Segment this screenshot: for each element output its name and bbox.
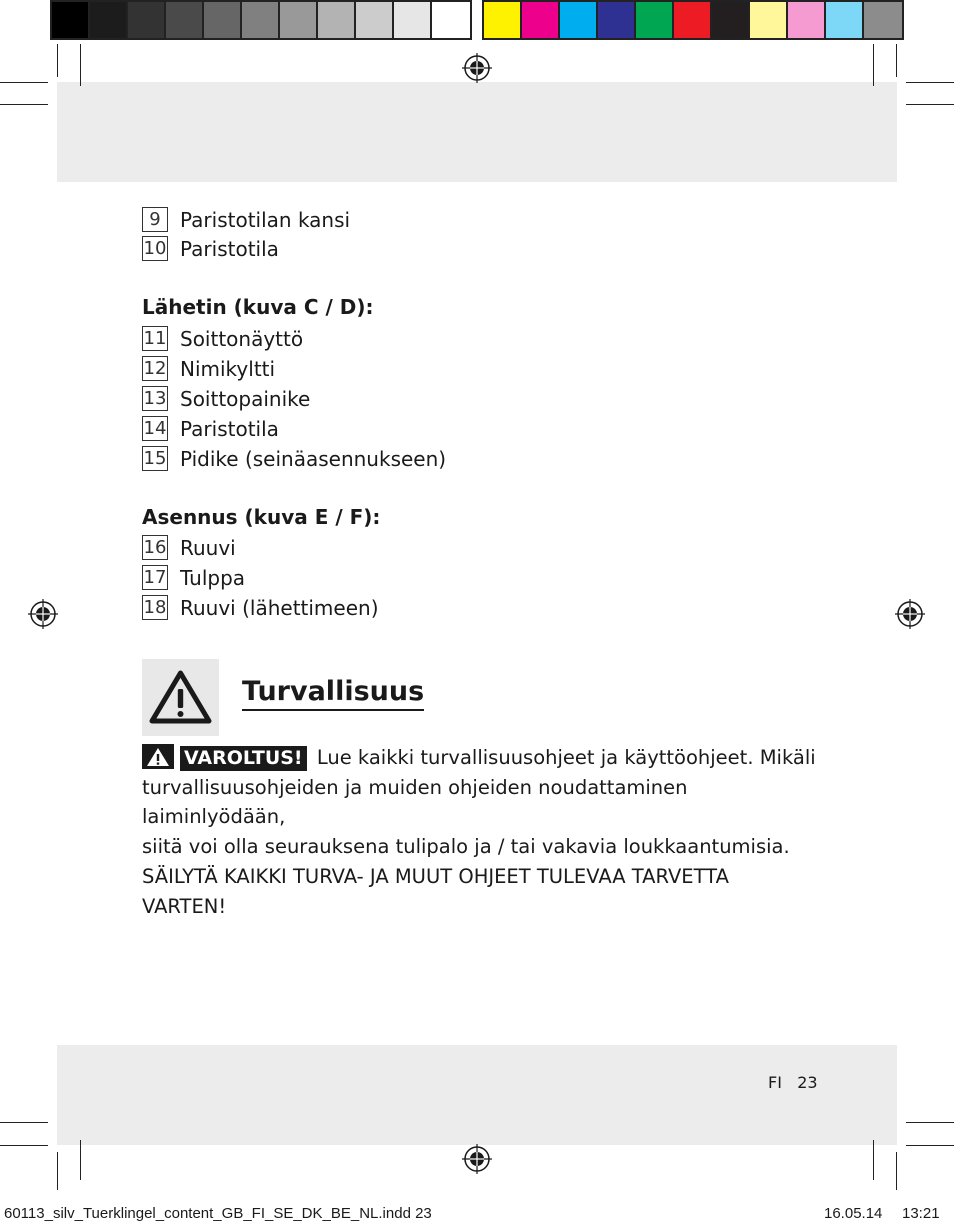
list-item <box>142 206 350 233</box>
item-label: Ruuvi (lähettimeen) <box>180 595 379 620</box>
crop-mark <box>896 44 897 77</box>
item-label: Soittonäyttö <box>180 326 304 351</box>
swatch <box>280 2 318 38</box>
crop-mark <box>873 44 874 86</box>
swatch <box>522 2 560 38</box>
item-number: 13 <box>143 388 167 409</box>
page-number: 23 <box>797 1073 818 1092</box>
list-item <box>142 325 303 352</box>
warning-label: VAROLTUS! <box>180 746 307 771</box>
item-number: 10 <box>143 238 167 259</box>
list-item <box>142 385 310 412</box>
item-label: Paristotila <box>180 416 279 441</box>
crop-mark <box>896 1152 897 1190</box>
swatch <box>598 2 636 38</box>
transmitter-heading: Lähetin (kuva C / D): <box>142 295 374 319</box>
registration-mark-icon <box>462 53 492 83</box>
swatch <box>166 2 204 38</box>
warning-small-icon <box>142 744 174 769</box>
swatch <box>826 2 864 38</box>
language-code: FI <box>768 1073 782 1092</box>
crop-mark <box>906 1122 954 1123</box>
crop-mark <box>873 1140 874 1180</box>
registration-mark-icon <box>28 599 58 629</box>
warning-text: Lue kaikki turvallisuusohjeet ja käyttöohjeet. Mikäli <box>316 746 816 769</box>
swatch <box>712 2 750 38</box>
safety-icon-box <box>142 659 219 736</box>
swatch <box>204 2 242 38</box>
item-label: Tulppa <box>180 565 246 590</box>
item-label: Nimikyltti <box>180 356 276 381</box>
swatch <box>750 2 788 38</box>
slug-date: 16.05.14 <box>824 1205 883 1222</box>
crop-mark <box>0 82 48 83</box>
warning-line: turvallisuusohjeiden ja muiden ohjeiden noudattaminen laiminlyödään, <box>142 775 688 828</box>
swatch <box>674 2 712 38</box>
swatch <box>356 2 394 38</box>
crop-mark <box>0 104 48 105</box>
warning-paragraph <box>142 743 832 861</box>
warning-triangle-icon <box>142 659 219 736</box>
list-item <box>142 235 279 262</box>
crop-mark <box>57 44 58 77</box>
item-number: 17 <box>143 567 167 588</box>
greyscale-color-bar <box>50 0 472 40</box>
slug-file: 60113_silv_Tuerklingel_content_GB_FI_SE_DK_BE_NL.indd 23 <box>4 1205 432 1222</box>
list-item <box>142 534 236 561</box>
swatch <box>90 2 128 38</box>
slug-time: 13:21 <box>902 1205 940 1222</box>
swatch <box>242 2 280 38</box>
keep-line: SÄILYTÄ KAIKKI TURVA- JA MUUT OHJEET TULEVAA TARVETTA <box>142 865 729 888</box>
keep-line: VARTEN! <box>142 894 227 918</box>
item-label: Paristotilan kansi <box>180 207 351 232</box>
item-label: Pidike (seinäasennukseen) <box>180 446 447 471</box>
item-number: 18 <box>143 597 167 618</box>
list-item <box>142 445 446 472</box>
swatch <box>484 2 522 38</box>
item-label: Soittopainike <box>180 386 311 411</box>
registration-mark-icon <box>462 1144 492 1174</box>
swatch <box>128 2 166 38</box>
item-label: Paristotila <box>180 236 279 261</box>
list-item <box>142 355 275 382</box>
item-number: 12 <box>143 358 167 379</box>
warning-line <box>142 743 832 773</box>
item-number: 11 <box>143 328 167 349</box>
crop-mark <box>906 82 954 83</box>
crop-mark <box>906 104 954 105</box>
process-color-bar <box>482 0 904 40</box>
swatch <box>394 2 432 38</box>
crop-mark <box>80 1140 81 1180</box>
warning-line: siitä voi olla seurauksena tulipalo ja / tai vakavia loukkaantumisia. <box>142 834 790 858</box>
swatch <box>52 2 90 38</box>
list-item <box>142 594 379 621</box>
crop-mark <box>0 1145 48 1146</box>
header-panel <box>57 82 897 182</box>
list-item <box>142 564 245 591</box>
swatch <box>318 2 356 38</box>
item-number: 14 <box>143 418 167 439</box>
swatch <box>560 2 598 38</box>
crop-mark <box>57 1152 58 1190</box>
registration-mark-icon <box>895 599 925 629</box>
section-title: Turvallisuus <box>242 676 424 711</box>
swatch <box>636 2 674 38</box>
swatch <box>432 2 470 38</box>
list-item <box>142 415 279 442</box>
keep-instructions <box>142 862 832 921</box>
page-footer <box>768 1073 818 1092</box>
crop-mark <box>906 1145 954 1146</box>
item-label: Ruuvi <box>180 535 236 560</box>
item-number: 9 <box>142 207 168 232</box>
crop-mark <box>0 1122 48 1123</box>
crop-mark <box>80 44 81 86</box>
swatch <box>864 2 902 38</box>
swatch <box>788 2 826 38</box>
installation-heading: Asennus (kuva E / F): <box>142 505 381 529</box>
footer-panel <box>57 1045 897 1145</box>
item-number: 16 <box>143 537 167 558</box>
item-number: 15 <box>143 448 167 469</box>
